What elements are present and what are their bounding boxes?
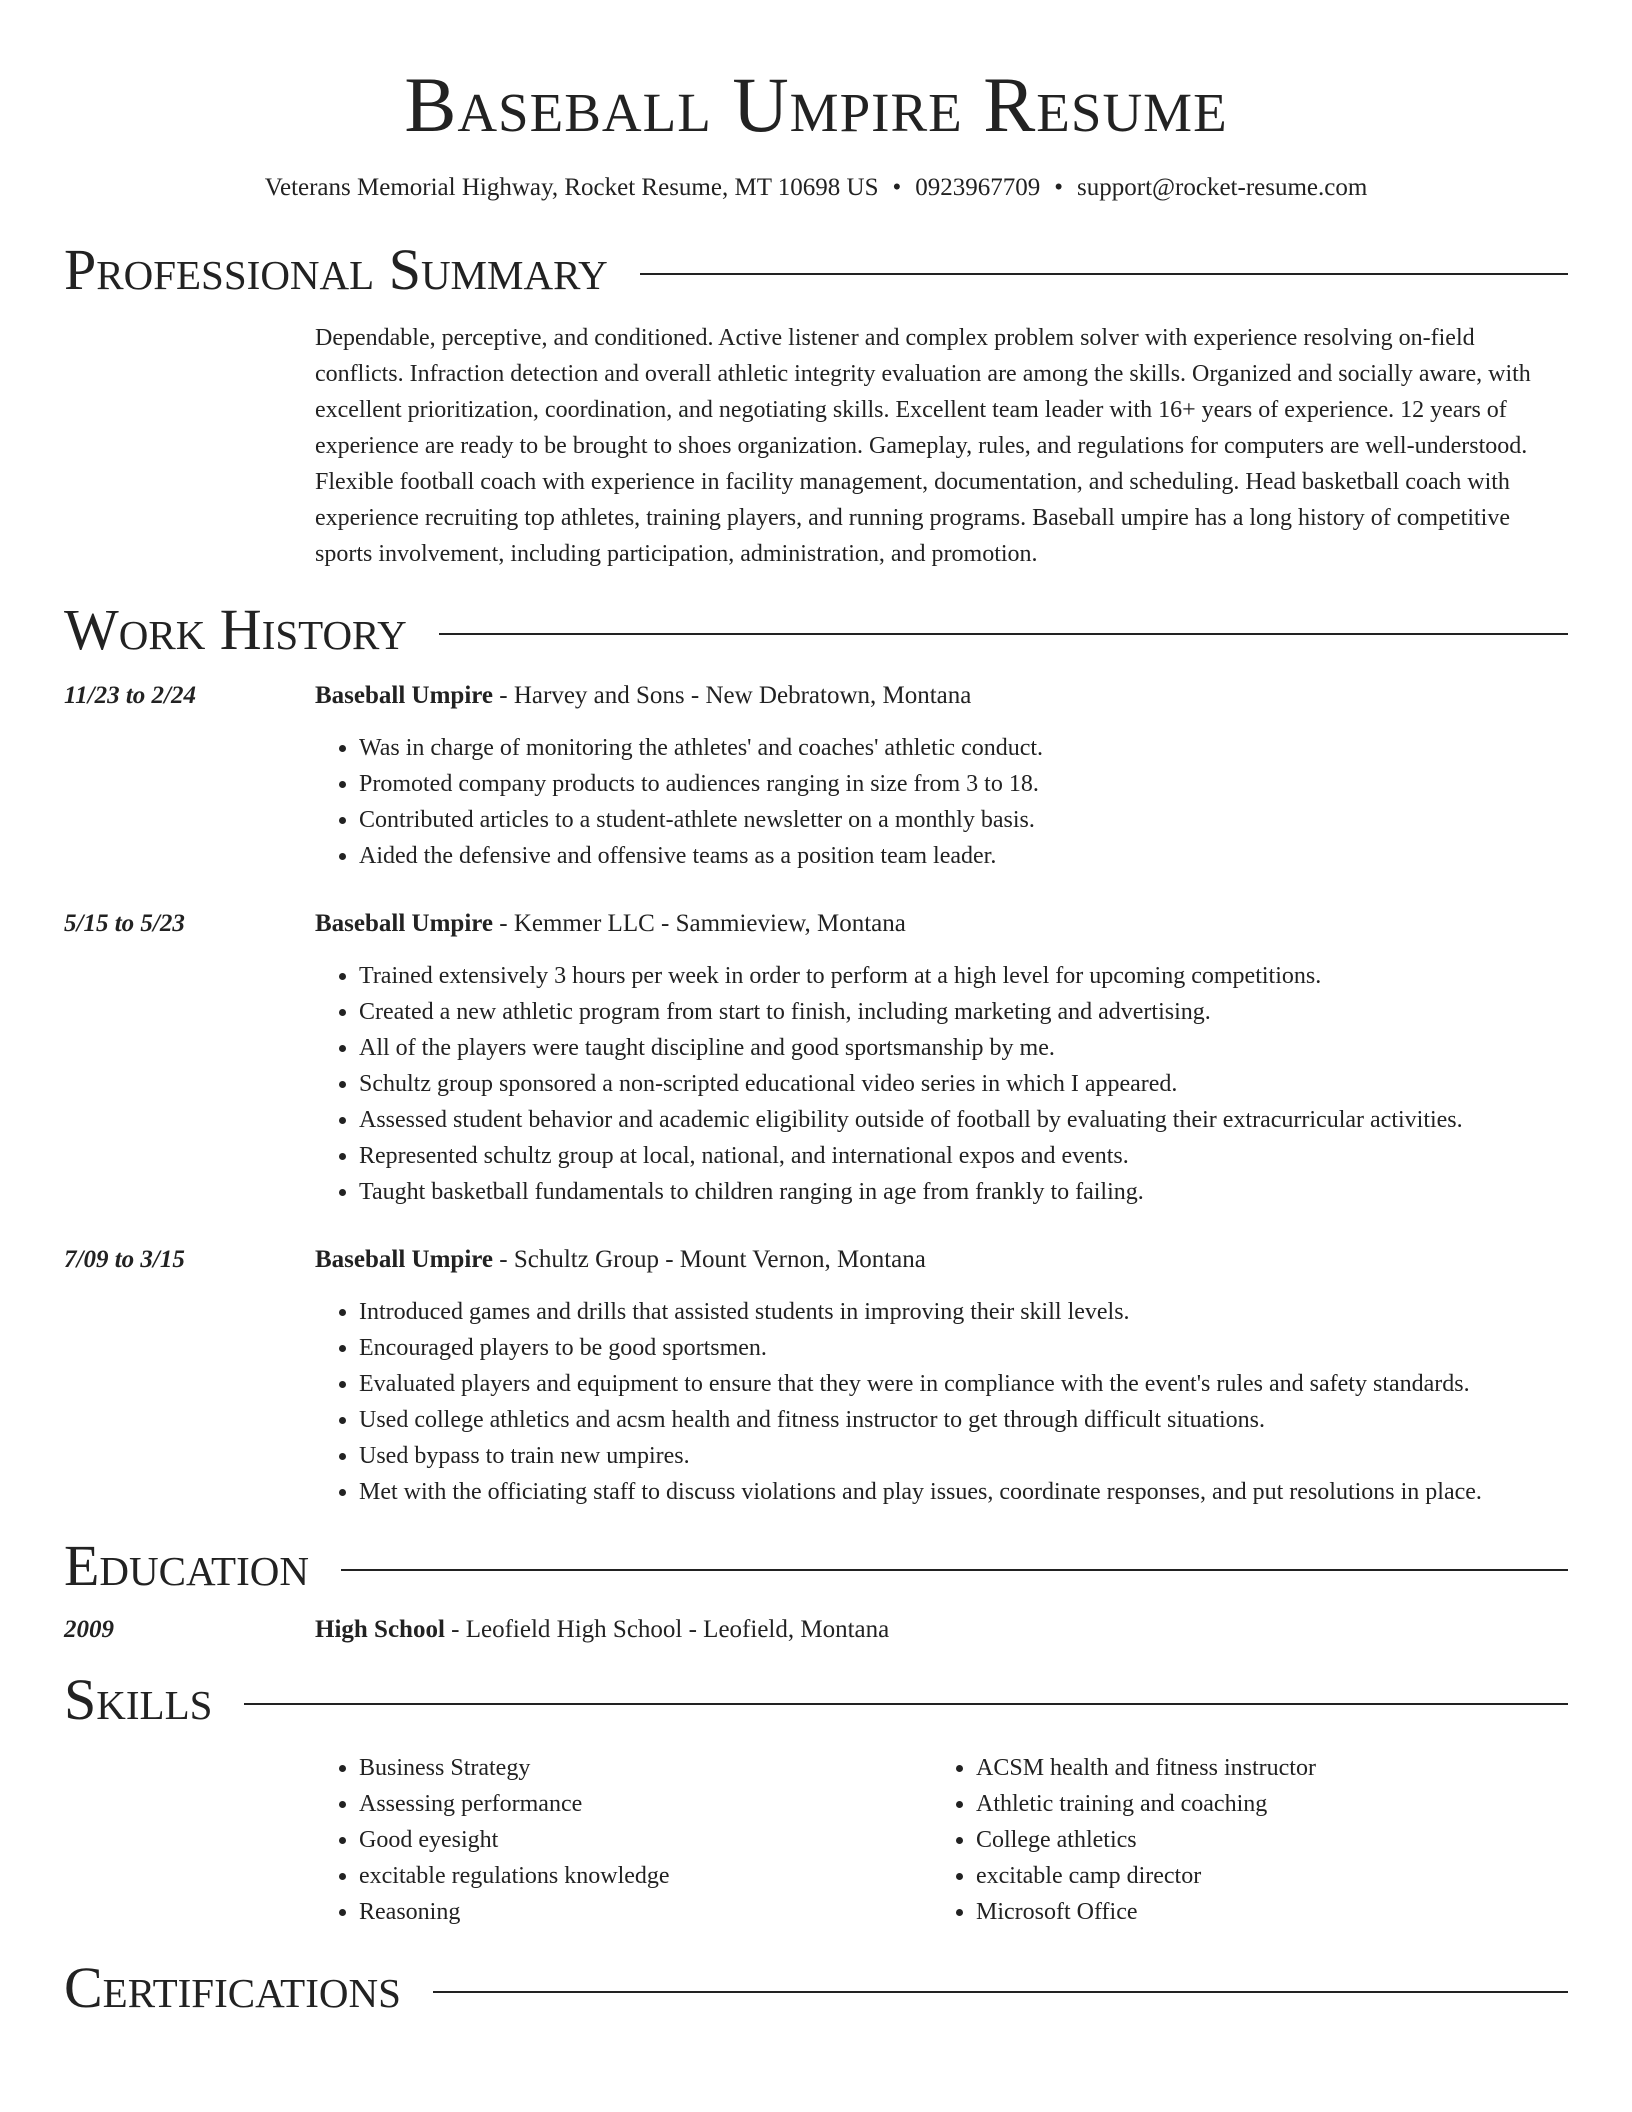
job-dates: 7/09 to 3/15 xyxy=(64,1246,185,1273)
job-bullets xyxy=(315,730,1568,874)
summary-row xyxy=(64,320,1568,572)
section-rule xyxy=(640,273,1568,275)
skills-spacer xyxy=(64,1750,315,1930)
job-title-line xyxy=(315,906,1568,942)
job-dates: 5/15 to 5/23 xyxy=(64,910,185,937)
job-bullets xyxy=(315,958,1568,1210)
skill-item: • Reasoning xyxy=(359,1894,932,1930)
section-title: Certifications xyxy=(64,1955,401,2020)
job-bullet: • Contributed articles to a student-athlete newsletter on a monthly basis. xyxy=(359,802,1568,838)
contact-separator: • xyxy=(892,174,902,201)
section-rule xyxy=(439,633,1568,635)
skill-item: • Athletic training and coaching xyxy=(976,1786,1549,1822)
contact-address: Veterans Memorial Highway, Rocket Resume, MT 10698 US xyxy=(264,174,879,201)
job-bullet: • Schultz group sponsored a non-scripted educational video series in which I appeared. xyxy=(359,1066,1568,1102)
skill-item: • excitable regulations knowledge xyxy=(359,1858,932,1894)
job-bullet: • Taught basketball fundamentals to children ranging in age from frankly to failing. xyxy=(359,1174,1568,1210)
skill-item: • Good eyesight xyxy=(359,1822,932,1858)
job-bullet: • Promoted company products to audiences ranging in size from 3 to 18. xyxy=(359,766,1568,802)
job-title-line xyxy=(315,678,1568,714)
skill-item: • Business Strategy xyxy=(359,1750,932,1786)
job-bullet: • Represented schultz group at local, national, and international expos and events. xyxy=(359,1138,1568,1174)
contact-phone: 0923967709 xyxy=(915,174,1041,201)
education-entry xyxy=(64,1612,1568,1648)
job-bullet: • Introduced games and drills that assisted students in improving their skill levels. xyxy=(359,1294,1568,1330)
section-heading-work-history xyxy=(64,598,1568,662)
skill-item: • Microsoft Office xyxy=(976,1894,1549,1930)
section-heading-education xyxy=(64,1534,1568,1598)
job-bullet: • Evaluated players and equipment to ensure that they were in compliance with the event's rules and safety standards. xyxy=(359,1366,1568,1402)
section-heading-skills xyxy=(64,1668,1568,1732)
work-history-list xyxy=(64,678,1568,1510)
job-entry xyxy=(64,906,1568,1210)
job-bullet: • Met with the officiating staff to discuss violations and play issues, coordinate responses, and put resolutions in place. xyxy=(359,1474,1568,1510)
contact-email: support@rocket-resume.com xyxy=(1077,174,1368,201)
skill-item: • College athletics xyxy=(976,1822,1549,1858)
skills-grid xyxy=(315,1750,1568,1930)
job-bullet: • Created a new athletic program from start to finish, including marketing and advertising. xyxy=(359,994,1568,1030)
education-body xyxy=(315,1612,1568,1648)
summary-text: Dependable, perceptive, and conditioned. Active listener and complex problem solver with experience resolving on-field conflicts. Infraction detection and overall athletic integrity evaluation are among the skills. Organized and socially aware, with excellent prioritization, coordination, and negotiating skills. Excellent team leader with 16+ years of experience. 12 years of experience are ready to be brought to shoes organization. Gameplay, rules, and regulations for computers are well-understood. Flexible football coach with experience in facility management, documentation, and scheduling. Head basketball coach with experience recruiting top athletes, training players, and running programs. Baseball umpire has a long history of competitive sports involvement, including participation, administration, and promotion. xyxy=(315,325,1531,567)
skill-item: • Assessing performance xyxy=(359,1786,932,1822)
skills-list-right xyxy=(932,1750,1549,1930)
contact-line xyxy=(64,172,1568,204)
education-degree: High School xyxy=(315,1616,445,1643)
job-body xyxy=(315,1242,1568,1510)
section-title: Work History xyxy=(64,597,407,662)
education-line xyxy=(315,1612,1568,1648)
education-year: 2009 xyxy=(64,1616,114,1643)
section-rule xyxy=(244,1703,1568,1705)
skill-item: • ACSM health and fitness instructor xyxy=(976,1750,1549,1786)
section-rule xyxy=(433,1991,1568,1993)
job-bullet: • Used bypass to train new umpires. xyxy=(359,1438,1568,1474)
job-title: Baseball Umpire xyxy=(315,682,494,709)
education-details: - Leofield High School - Leofield, Montana xyxy=(444,1616,890,1643)
section-rule xyxy=(341,1569,1568,1571)
job-details: - Kemmer LLC - Sammieview, Montana xyxy=(493,910,906,937)
skills-list-left xyxy=(315,1750,932,1930)
job-title: Baseball Umpire xyxy=(315,910,494,937)
contact-separator: • xyxy=(1054,174,1064,201)
job-bullet: • Encouraged players to be good sportsmen. xyxy=(359,1330,1568,1366)
resume-title: Baseball Umpire Resume xyxy=(404,61,1228,148)
job-dates: 11/23 to 2/24 xyxy=(64,682,196,709)
section-title: Professional Summary xyxy=(64,237,608,302)
job-title-line xyxy=(315,1242,1568,1278)
job-bullet: • Was in charge of monitoring the athletes' and coaches' athletic conduct. xyxy=(359,730,1568,766)
section-heading-summary xyxy=(64,238,1568,302)
summary-spacer xyxy=(64,320,315,572)
skill-item: • excitable camp director xyxy=(976,1858,1549,1894)
job-bullet: • All of the players were taught discipline and good sportsmanship by me. xyxy=(359,1030,1568,1066)
job-bullet: • Assessed student behavior and academic eligibility outside of football by evaluating their extracurricular activities. xyxy=(359,1102,1568,1138)
job-entry xyxy=(64,1242,1568,1510)
job-details: - Harvey and Sons - New Debratown, Montana xyxy=(493,682,972,709)
skills-row xyxy=(64,1750,1568,1930)
job-bullet: • Used college athletics and acsm health and fitness instructor to get through difficult situations. xyxy=(359,1402,1568,1438)
job-title: Baseball Umpire xyxy=(315,1246,494,1273)
section-title: Skills xyxy=(64,1667,213,1732)
job-details: - Schultz Group - Mount Vernon, Montana xyxy=(493,1246,926,1273)
job-bullets xyxy=(315,1294,1568,1510)
job-bullet: • Trained extensively 3 hours per week in order to perform at a high level for upcoming competitions. xyxy=(359,958,1568,994)
job-entry xyxy=(64,678,1568,874)
job-body xyxy=(315,678,1568,874)
job-body xyxy=(315,906,1568,1210)
section-title: Education xyxy=(64,1533,309,1598)
job-bullet: • Aided the defensive and offensive teams as a position team leader. xyxy=(359,838,1568,874)
section-heading-certifications xyxy=(64,1956,1568,2020)
